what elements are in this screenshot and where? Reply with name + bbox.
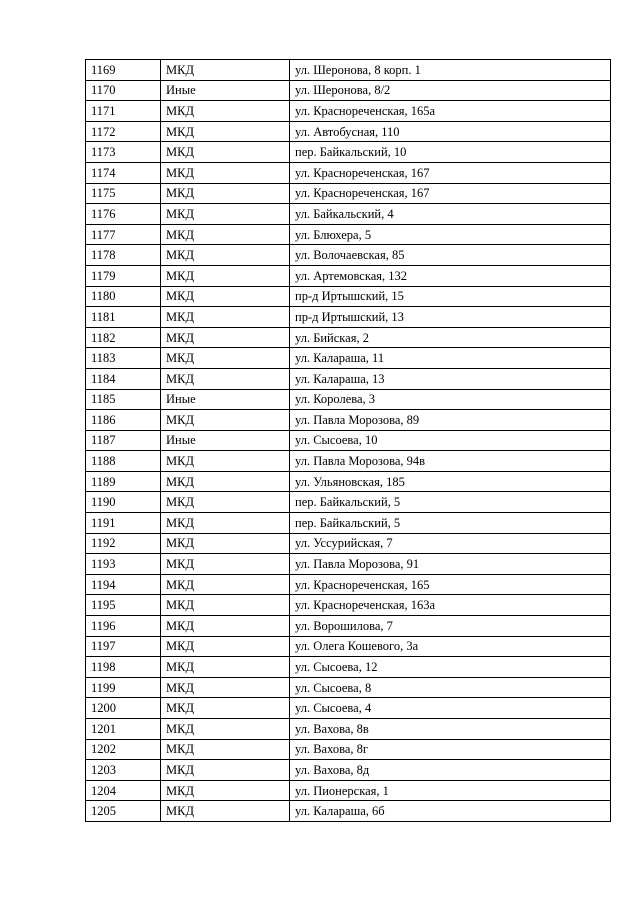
table-row xyxy=(86,368,611,389)
building-type-cell: МКД xyxy=(161,719,290,740)
building-type-cell: МКД xyxy=(161,616,290,637)
table-row xyxy=(86,245,611,266)
building-type-cell: МКД xyxy=(161,60,290,81)
table-row xyxy=(86,60,611,81)
address-cell: ул. Краснореченская, 167 xyxy=(290,183,611,204)
address-cell: ул. Краснореченская, 165 xyxy=(290,574,611,595)
row-number-cell: 1198 xyxy=(86,657,161,678)
address-cell: ул. Калараша, 11 xyxy=(290,348,611,369)
row-number-cell: 1169 xyxy=(86,60,161,81)
building-type-cell: МКД xyxy=(161,327,290,348)
table-row xyxy=(86,142,611,163)
address-cell: ул. Краснореченская, 165а xyxy=(290,101,611,122)
building-type-cell: МКД xyxy=(161,574,290,595)
address-cell: пер. Байкальский, 10 xyxy=(290,142,611,163)
row-number-cell: 1173 xyxy=(86,142,161,163)
address-cell: ул. Королева, 3 xyxy=(290,389,611,410)
building-type-cell: МКД xyxy=(161,780,290,801)
table-row xyxy=(86,265,611,286)
address-cell: ул. Сысоева, 10 xyxy=(290,430,611,451)
building-type-cell: МКД xyxy=(161,698,290,719)
building-type-cell: МКД xyxy=(161,142,290,163)
table-row xyxy=(86,801,611,822)
building-type-cell: Иные xyxy=(161,80,290,101)
building-type-cell: МКД xyxy=(161,101,290,122)
table-row xyxy=(86,719,611,740)
table-row xyxy=(86,492,611,513)
address-cell: ул. Шеронова, 8 корп. 1 xyxy=(290,60,611,81)
address-cell: пер. Байкальский, 5 xyxy=(290,492,611,513)
table-row xyxy=(86,698,611,719)
row-number-cell: 1174 xyxy=(86,162,161,183)
row-number-cell: 1195 xyxy=(86,595,161,616)
row-number-cell: 1192 xyxy=(86,533,161,554)
row-number-cell: 1170 xyxy=(86,80,161,101)
building-type-cell: МКД xyxy=(161,554,290,575)
row-number-cell: 1201 xyxy=(86,719,161,740)
row-number-cell: 1205 xyxy=(86,801,161,822)
address-registry-table xyxy=(85,59,611,822)
building-type-cell: МКД xyxy=(161,348,290,369)
table-row xyxy=(86,533,611,554)
table-row xyxy=(86,574,611,595)
row-number-cell: 1177 xyxy=(86,224,161,245)
building-type-cell: МКД xyxy=(161,801,290,822)
table-row xyxy=(86,348,611,369)
address-cell: ул. Вахова, 8д xyxy=(290,760,611,781)
row-number-cell: 1190 xyxy=(86,492,161,513)
row-number-cell: 1183 xyxy=(86,348,161,369)
building-type-cell: МКД xyxy=(161,451,290,472)
table-row xyxy=(86,513,611,534)
table-row xyxy=(86,389,611,410)
address-cell: ул. Краснореченская, 163а xyxy=(290,595,611,616)
building-type-cell: МКД xyxy=(161,657,290,678)
row-number-cell: 1172 xyxy=(86,121,161,142)
address-cell: ул. Шеронова, 8/2 xyxy=(290,80,611,101)
table-row xyxy=(86,739,611,760)
row-number-cell: 1171 xyxy=(86,101,161,122)
address-cell: ул. Ульяновская, 185 xyxy=(290,471,611,492)
address-cell: ул. Ворошилова, 7 xyxy=(290,616,611,637)
address-cell: ул. Сысоева, 4 xyxy=(290,698,611,719)
row-number-cell: 1186 xyxy=(86,410,161,431)
table-row xyxy=(86,760,611,781)
building-type-cell: МКД xyxy=(161,204,290,225)
address-cell: ул. Калараша, 6б xyxy=(290,801,611,822)
address-cell: ул. Байкальский, 4 xyxy=(290,204,611,225)
building-type-cell: МКД xyxy=(161,595,290,616)
building-type-cell: МКД xyxy=(161,471,290,492)
address-cell: ул. Павла Морозова, 91 xyxy=(290,554,611,575)
row-number-cell: 1176 xyxy=(86,204,161,225)
building-type-cell: МКД xyxy=(161,677,290,698)
table-row xyxy=(86,616,611,637)
address-cell: ул. Сысоева, 12 xyxy=(290,657,611,678)
address-cell: ул. Вахова, 8г xyxy=(290,739,611,760)
address-cell: пр-д Иртышский, 15 xyxy=(290,286,611,307)
address-cell: ул. Бийская, 2 xyxy=(290,327,611,348)
building-type-cell: МКД xyxy=(161,760,290,781)
row-number-cell: 1175 xyxy=(86,183,161,204)
building-type-cell: МКД xyxy=(161,224,290,245)
row-number-cell: 1188 xyxy=(86,451,161,472)
row-number-cell: 1184 xyxy=(86,368,161,389)
address-cell: ул. Волочаевская, 85 xyxy=(290,245,611,266)
building-type-cell: МКД xyxy=(161,265,290,286)
building-type-cell: МКД xyxy=(161,307,290,328)
row-number-cell: 1181 xyxy=(86,307,161,328)
row-number-cell: 1180 xyxy=(86,286,161,307)
table-row xyxy=(86,80,611,101)
table-row xyxy=(86,780,611,801)
address-cell: ул. Блюхера, 5 xyxy=(290,224,611,245)
table-row xyxy=(86,121,611,142)
row-number-cell: 1203 xyxy=(86,760,161,781)
table-row xyxy=(86,327,611,348)
table-row xyxy=(86,204,611,225)
address-cell: ул. Олега Кошевого, 3а xyxy=(290,636,611,657)
table-row xyxy=(86,430,611,451)
address-cell: пер. Байкальский, 5 xyxy=(290,513,611,534)
row-number-cell: 1204 xyxy=(86,780,161,801)
row-number-cell: 1182 xyxy=(86,327,161,348)
table-row xyxy=(86,162,611,183)
address-cell: ул. Артемовская, 132 xyxy=(290,265,611,286)
table-row xyxy=(86,471,611,492)
row-number-cell: 1179 xyxy=(86,265,161,286)
table-row xyxy=(86,657,611,678)
row-number-cell: 1202 xyxy=(86,739,161,760)
row-number-cell: 1200 xyxy=(86,698,161,719)
address-cell: пр-д Иртышский, 13 xyxy=(290,307,611,328)
row-number-cell: 1196 xyxy=(86,616,161,637)
building-type-cell: МКД xyxy=(161,183,290,204)
building-type-cell: МКД xyxy=(161,636,290,657)
table-row xyxy=(86,410,611,431)
row-number-cell: 1191 xyxy=(86,513,161,534)
building-type-cell: МКД xyxy=(161,245,290,266)
table-row xyxy=(86,286,611,307)
table-row xyxy=(86,554,611,575)
address-cell: ул. Калараша, 13 xyxy=(290,368,611,389)
building-type-cell: МКД xyxy=(161,739,290,760)
address-cell: ул. Пионерская, 1 xyxy=(290,780,611,801)
row-number-cell: 1199 xyxy=(86,677,161,698)
building-type-cell: МКД xyxy=(161,513,290,534)
row-number-cell: 1187 xyxy=(86,430,161,451)
building-type-cell: МКД xyxy=(161,410,290,431)
address-cell: ул. Краснореченская, 167 xyxy=(290,162,611,183)
address-cell: ул. Вахова, 8в xyxy=(290,719,611,740)
row-number-cell: 1193 xyxy=(86,554,161,575)
row-number-cell: 1194 xyxy=(86,574,161,595)
row-number-cell: 1185 xyxy=(86,389,161,410)
address-cell: ул. Павла Морозова, 94в xyxy=(290,451,611,472)
table-row xyxy=(86,595,611,616)
building-type-cell: МКД xyxy=(161,121,290,142)
building-type-cell: МКД xyxy=(161,492,290,513)
row-number-cell: 1178 xyxy=(86,245,161,266)
table-row xyxy=(86,451,611,472)
building-type-cell: МКД xyxy=(161,368,290,389)
building-type-cell: МКД xyxy=(161,533,290,554)
row-number-cell: 1197 xyxy=(86,636,161,657)
table-row xyxy=(86,677,611,698)
table-body xyxy=(86,60,611,822)
building-type-cell: Иные xyxy=(161,430,290,451)
table-row xyxy=(86,636,611,657)
table-row xyxy=(86,224,611,245)
table-row xyxy=(86,101,611,122)
row-number-cell: 1189 xyxy=(86,471,161,492)
table-row xyxy=(86,307,611,328)
building-type-cell: МКД xyxy=(161,162,290,183)
address-cell: ул. Павла Морозова, 89 xyxy=(290,410,611,431)
table-row xyxy=(86,183,611,204)
building-type-cell: Иные xyxy=(161,389,290,410)
address-cell: ул. Автобусная, 110 xyxy=(290,121,611,142)
building-type-cell: МКД xyxy=(161,286,290,307)
address-cell: ул. Уссурийская, 7 xyxy=(290,533,611,554)
address-cell: ул. Сысоева, 8 xyxy=(290,677,611,698)
